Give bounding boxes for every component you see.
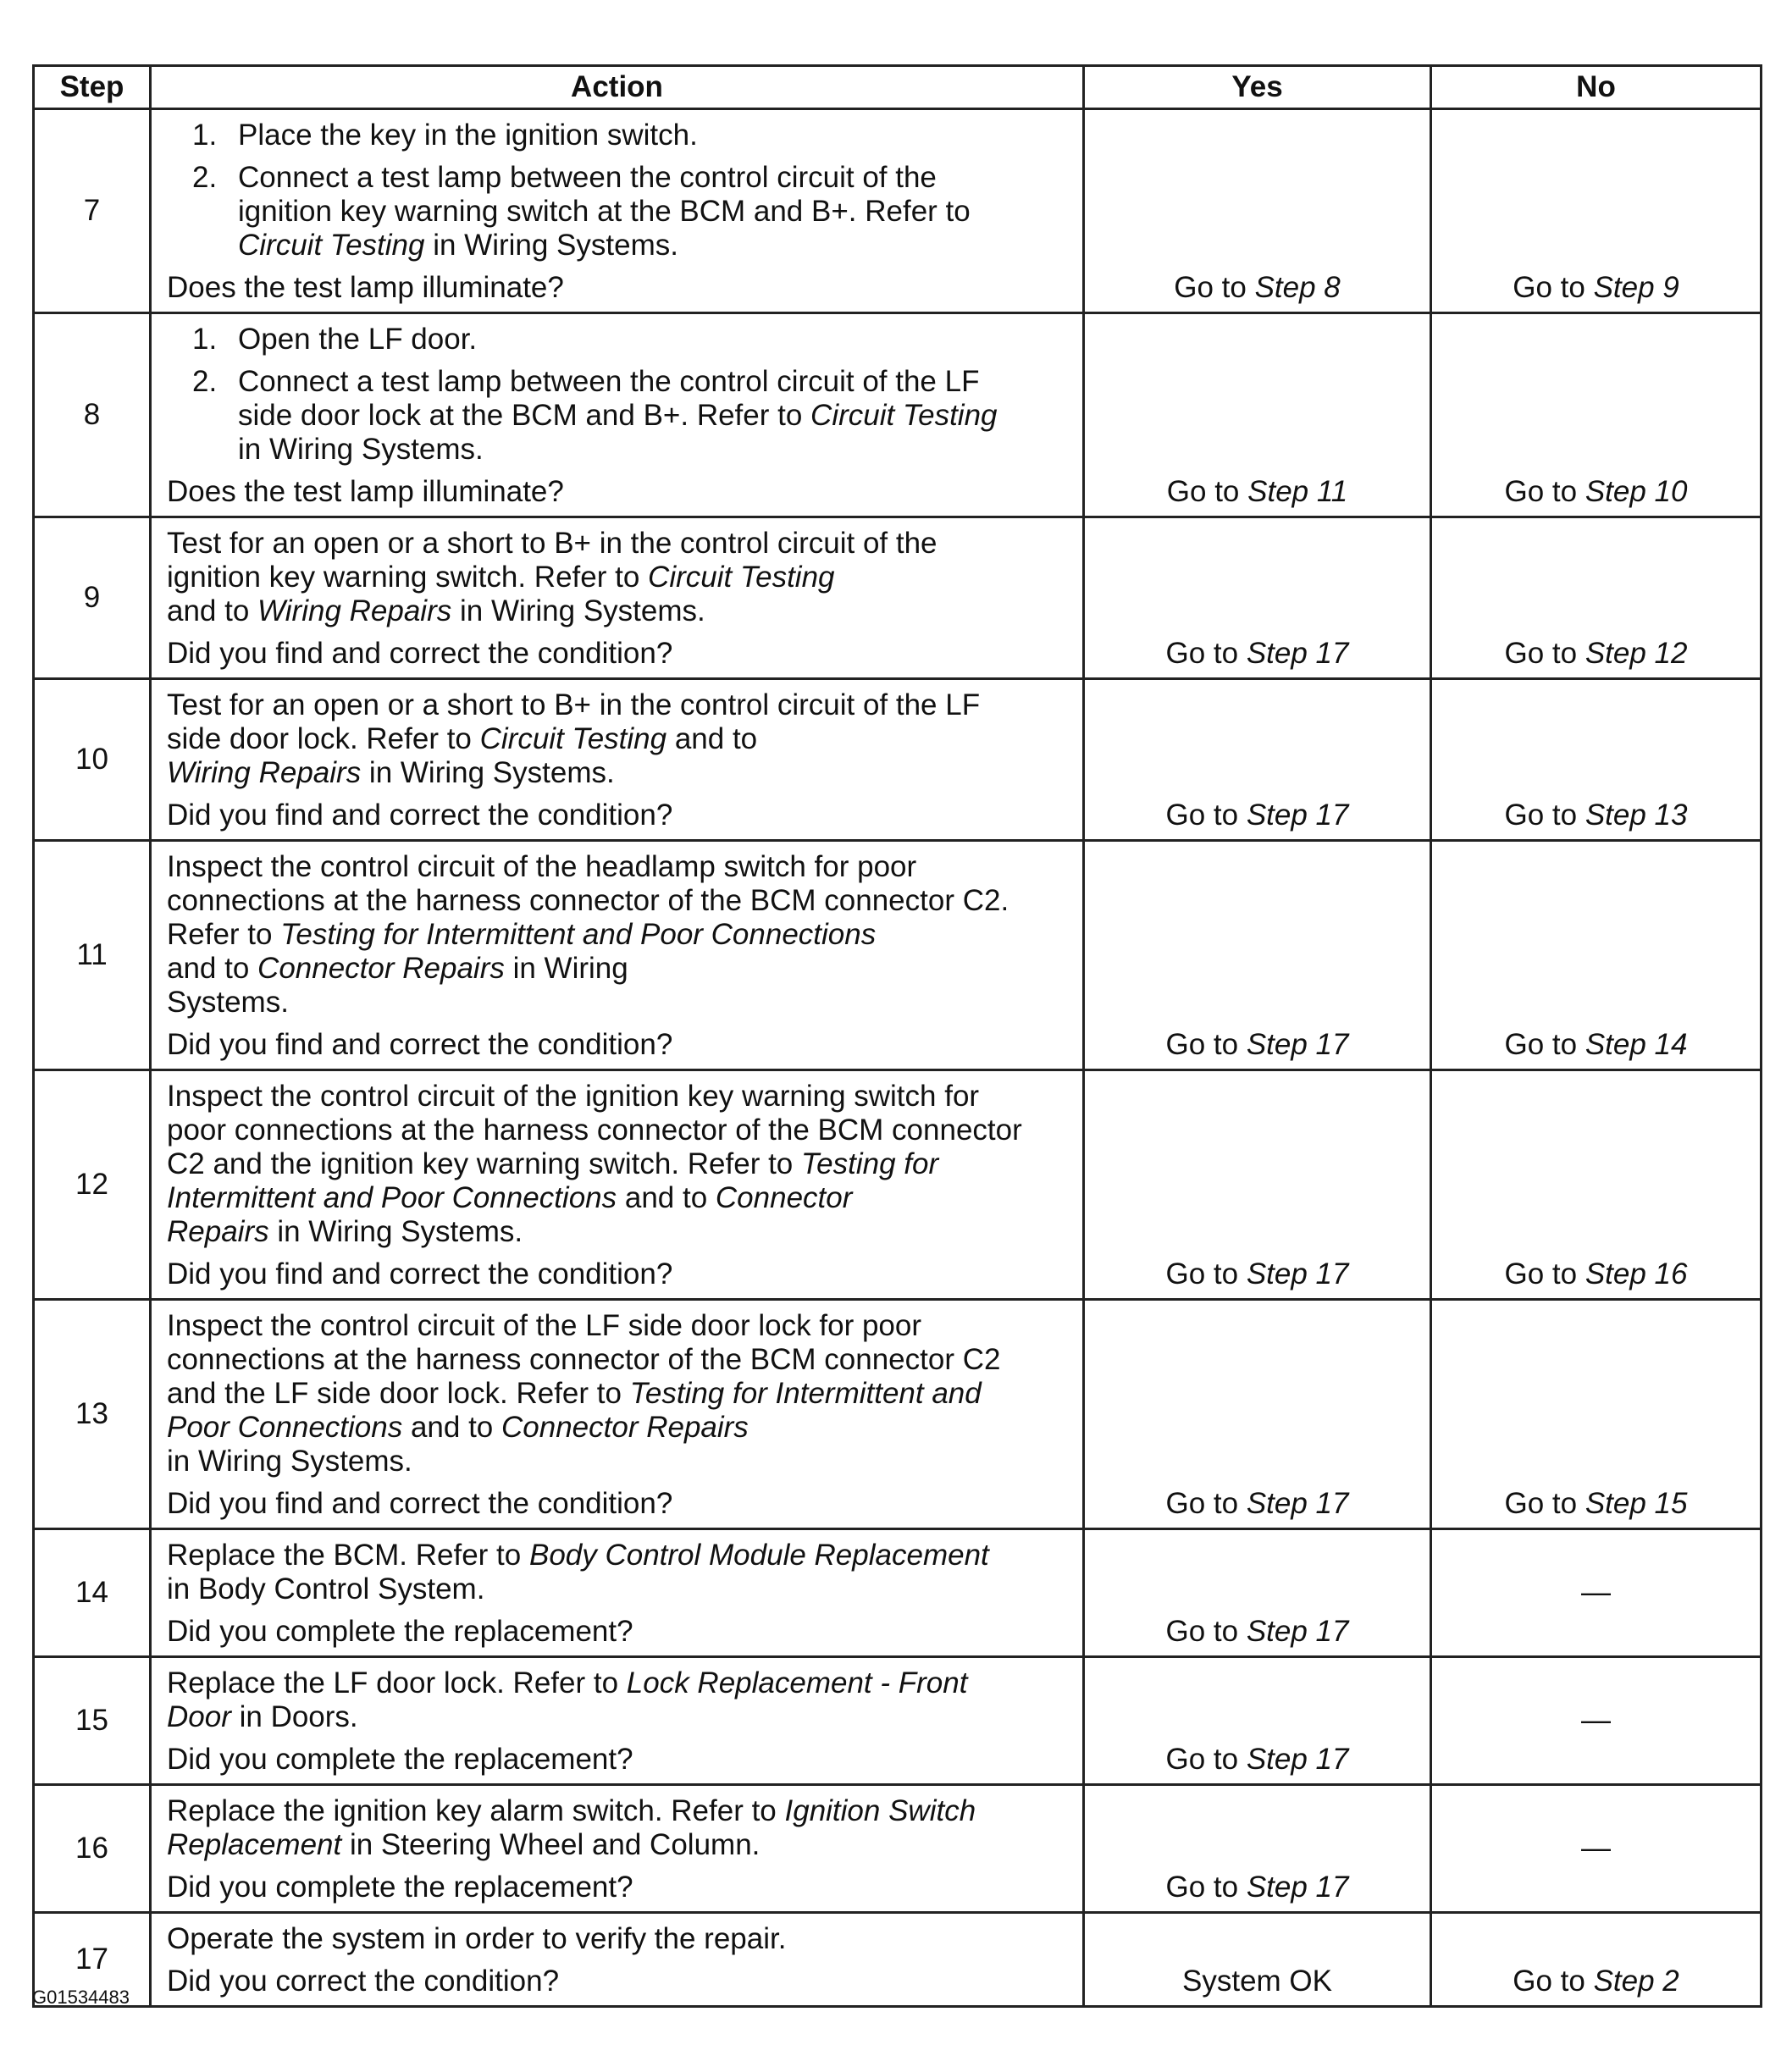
yes-text: Go to [1165,799,1247,832]
no-cell-dash: — [1431,1785,1762,1913]
yes-step-ref: Step 11 [1247,475,1348,508]
action-text: and to [617,1181,716,1214]
no-text: Go to [1513,1965,1594,1998]
reference-text: Testing for [801,1147,939,1180]
action-line [238,161,1069,195]
action-line [167,722,1069,756]
yes-step-ref: Step 17 [1246,637,1349,670]
action-cell [151,313,1084,517]
step-number: 7 [34,109,151,313]
table-row [34,517,1762,679]
step-number: 15 [34,1657,151,1785]
action-text: and to [666,722,758,755]
diagnostic-table [32,64,1762,2008]
action-text: side door lock. Refer to [167,722,480,755]
action-text: Connect a test lamp between the control circuit of the LF [238,365,980,398]
action-question: Did you find and correct the condition? [167,1487,673,1520]
action-line [167,1377,1069,1411]
step-number: 9 [34,517,151,679]
action-line [167,1343,1069,1377]
no-step-ref: Step 2 [1593,1965,1679,1998]
no-step-ref: Step 10 [1585,475,1688,508]
reference-text: Lock Replacement - Front [626,1666,968,1699]
action-cell [151,841,1084,1070]
yes-cell [1084,1300,1431,1529]
yes-step-ref: Step 17 [1246,1257,1349,1290]
yes-step-ref: Step 8 [1254,271,1341,304]
action-cell [151,517,1084,679]
no-text: Go to [1504,799,1585,832]
no-cell-dash: — [1431,1657,1762,1785]
header-row [34,66,1762,109]
action-line [167,1445,1069,1478]
no-step-ref: Step 13 [1585,799,1688,832]
action-line [167,527,1069,561]
yes-cell [1084,517,1431,679]
yes-text: Go to [1165,1871,1247,1904]
no-step-ref: Step 14 [1585,1028,1688,1061]
no-text: Go to [1504,1487,1585,1520]
yes-text: Go to [1165,1743,1247,1776]
action-question: Did you find and correct the condition? [167,1257,673,1290]
table-row [34,841,1762,1070]
no-cell [1431,109,1762,313]
action-text: Systems. [167,986,289,1019]
action-question: Did you complete the replacement? [167,1615,633,1648]
action-line [167,1215,1069,1249]
yes-cell [1084,679,1431,841]
no-cell [1431,313,1762,517]
yes-cell [1084,109,1431,313]
yes-cell [1084,313,1431,517]
action-line [167,561,1069,594]
action-text: Replace the ignition key alarm switch. Refer to [167,1794,785,1827]
reference-text: Testing for Intermittent and Poor Connections [280,918,877,951]
action-cell [151,679,1084,841]
yes-step-ref: Step 17 [1246,1871,1349,1904]
action-text: and to [167,594,258,627]
action-line [167,1794,1069,1828]
no-cell [1431,679,1762,841]
reference-text: Circuit Testing [810,399,998,432]
action-text: Test for an open or a short to B+ in the control circuit of the [167,527,937,560]
action-text: in Doors. [230,1700,358,1733]
numbered-item [167,161,1069,263]
item-number: 2. [192,365,218,398]
no-cell [1431,1913,1762,2007]
action-line [167,1114,1069,1147]
yes-cell [1084,1785,1431,1913]
no-step-ref: Step 15 [1585,1487,1688,1520]
reference-text: Repairs [167,1215,269,1248]
action-line [167,1309,1069,1343]
table-row [34,313,1762,517]
action-text: and to [402,1411,501,1444]
action-text: Replace the LF door lock. Refer to [167,1666,627,1699]
action-text: in Wiring [504,952,628,985]
table-row [34,1300,1762,1529]
reference-text: Door [167,1700,231,1733]
table-row [34,1785,1762,1913]
item-number: 2. [192,161,218,194]
action-question: Does the test lamp illuminate? [167,475,564,508]
action-line [167,1700,1069,1734]
item-number: 1. [192,119,218,152]
action-cell [151,1529,1084,1657]
reference-text: Circuit Testing [648,561,835,594]
action-text: Place the key in the ignition switch. [238,119,698,152]
action-text: Open the LF door. [238,323,478,356]
table-row [34,1913,1762,2007]
yes-step-ref: Step 17 [1246,1743,1349,1776]
action-line [167,1539,1069,1572]
action-line [238,399,1069,433]
action-text: in Wiring Systems. [451,594,705,627]
action-text: ignition key warning switch at the BCM and B+. Refer to [238,195,971,228]
no-step-ref: Step 9 [1593,271,1679,304]
yes-cell [1084,1657,1431,1785]
yes-text: Go to [1165,1487,1247,1520]
action-text: Operate the system in order to verify the repair. [167,1922,787,1955]
reference-text: Connector Repairs [501,1411,749,1444]
action-text: ignition key warning switch. Refer to [167,561,649,594]
action-cell [151,1913,1084,2007]
action-cell [151,1300,1084,1529]
action-line [167,1572,1069,1606]
action-text: Connect a test lamp between the control circuit of the [238,161,937,194]
reference-text: Poor Connections [167,1411,403,1444]
yes-cell [1084,1913,1431,2007]
no-cell [1431,841,1762,1070]
action-text: and the LF side door lock. Refer to [167,1377,630,1410]
reference-text: Testing for Intermittent and [629,1377,982,1410]
yes-text: Go to [1165,1615,1247,1648]
no-step-ref: Step 12 [1585,637,1688,670]
yes-step-ref: Step 17 [1246,1615,1349,1648]
action-line [167,1666,1069,1700]
action-question: Does the test lamp illuminate? [167,271,564,304]
action-question: Did you correct the condition? [167,1965,560,1998]
action-line [167,884,1069,918]
reference-text: Replacement [167,1828,342,1861]
reference-text: Ignition Switch [784,1794,976,1827]
table-row [34,1657,1762,1785]
table-row [34,679,1762,841]
reference-text: Connector Repairs [257,952,505,985]
action-text: in Body Control System. [167,1572,485,1606]
step-number: 14 [34,1529,151,1657]
action-line [167,850,1069,884]
yes-text: Go to [1165,1257,1247,1290]
action-question: Did you find and correct the condition? [167,799,673,832]
action-line [167,756,1069,790]
action-line [167,1411,1069,1445]
action-line [238,323,1069,356]
yes-step-ref: Step 17 [1246,1487,1349,1520]
step-number: 16 [34,1785,151,1913]
reference-text: Wiring Repairs [257,594,452,627]
action-line [238,229,1069,263]
action-text: and to [167,952,258,985]
no-text: Go to [1513,271,1594,304]
action-text: Inspect the control circuit of the headlamp switch for poor [167,850,917,883]
figure-id: G01534483 [32,1987,130,2008]
reference-text: Connector [715,1181,853,1214]
step-number: 11 [34,841,151,1070]
action-question: Did you find and correct the condition? [167,637,673,670]
no-cell [1431,517,1762,679]
reference-text: Body Control Module Replacement [528,1539,989,1572]
yes-text: Go to [1165,637,1247,670]
header-no: No [1431,66,1762,109]
diagnostic-table-container [32,64,1760,2008]
header-yes: Yes [1084,66,1431,109]
action-line [238,433,1069,467]
action-cell [151,109,1084,313]
action-line [167,1147,1069,1181]
action-line [167,918,1069,952]
no-cell [1431,1300,1762,1529]
action-line [167,986,1069,1020]
action-text: poor connections at the harness connector of the BCM connector [167,1114,1022,1147]
action-text: in Steering Wheel and Column. [341,1828,760,1861]
action-text: connections at the harness connector of the BCM connector C2. [167,884,1009,917]
action-text: Replace the BCM. Refer to [167,1539,529,1572]
no-text: Go to [1504,475,1585,508]
yes-cell [1084,841,1431,1070]
yes-step-ref: Step 17 [1246,1028,1349,1061]
action-cell [151,1070,1084,1300]
numbered-item [167,365,1069,467]
action-text: in Wiring Systems. [167,1445,412,1478]
action-text: connections at the harness connector of the BCM connector C2 [167,1343,1001,1376]
yes-cell [1084,1529,1431,1657]
step-number: 17 [34,1913,151,2007]
action-line [167,1922,1069,1956]
numbered-item [167,323,1069,356]
table-row [34,1529,1762,1657]
yes-text: Go to [1165,1028,1247,1061]
yes-cell [1084,1070,1431,1300]
action-text: Refer to [167,918,281,951]
step-number: 10 [34,679,151,841]
action-line [167,1080,1069,1114]
action-cell [151,1785,1084,1913]
item-number: 1. [192,323,218,356]
step-number: 8 [34,313,151,517]
action-question: Did you complete the replacement? [167,1743,633,1776]
no-cell [1431,1070,1762,1300]
no-text: Go to [1504,637,1585,670]
step-number: 13 [34,1300,151,1529]
table-row [34,109,1762,313]
action-text: Test for an open or a short to B+ in the control circuit of the LF [167,688,981,721]
action-text: C2 and the ignition key warning switch. Refer to [167,1147,801,1180]
action-question: Did you complete the replacement? [167,1871,633,1904]
no-text: Go to [1504,1257,1585,1290]
action-cell [151,1657,1084,1785]
yes-text: Go to [1166,475,1248,508]
action-line [238,119,1069,152]
action-line [167,1181,1069,1215]
yes-text: System OK [1182,1965,1332,1998]
yes-text: Go to [1174,271,1255,304]
action-text: in Wiring Systems. [361,756,615,789]
action-text: in Wiring Systems. [424,229,678,262]
reference-text: Circuit Testing [479,722,667,755]
reference-text: Circuit Testing [238,229,425,262]
reference-text: Intermittent and Poor Connections [167,1181,617,1214]
yes-step-ref: Step 17 [1246,799,1349,832]
action-line [167,688,1069,722]
action-text: in Wiring Systems. [238,433,484,466]
action-text: side door lock at the BCM and B+. Refer to [238,399,811,432]
action-text: Inspect the control circuit of the LF side door lock for poor [167,1309,921,1342]
reference-text: Wiring Repairs [167,756,362,789]
action-question: Did you find and correct the condition? [167,1028,673,1061]
action-line [238,365,1069,399]
action-line [167,1828,1069,1862]
action-text: in Wiring Systems. [268,1215,523,1248]
action-line [238,195,1069,229]
action-text: Inspect the control circuit of the ignition key warning switch for [167,1080,980,1113]
no-cell-dash: — [1431,1529,1762,1657]
table-row [34,1070,1762,1300]
numbered-item [167,119,1069,152]
action-line [167,594,1069,628]
action-line [167,952,1069,986]
no-text: Go to [1504,1028,1585,1061]
header-step: Step [34,66,151,109]
step-number: 12 [34,1070,151,1300]
no-step-ref: Step 16 [1585,1257,1688,1290]
header-action: Action [151,66,1084,109]
